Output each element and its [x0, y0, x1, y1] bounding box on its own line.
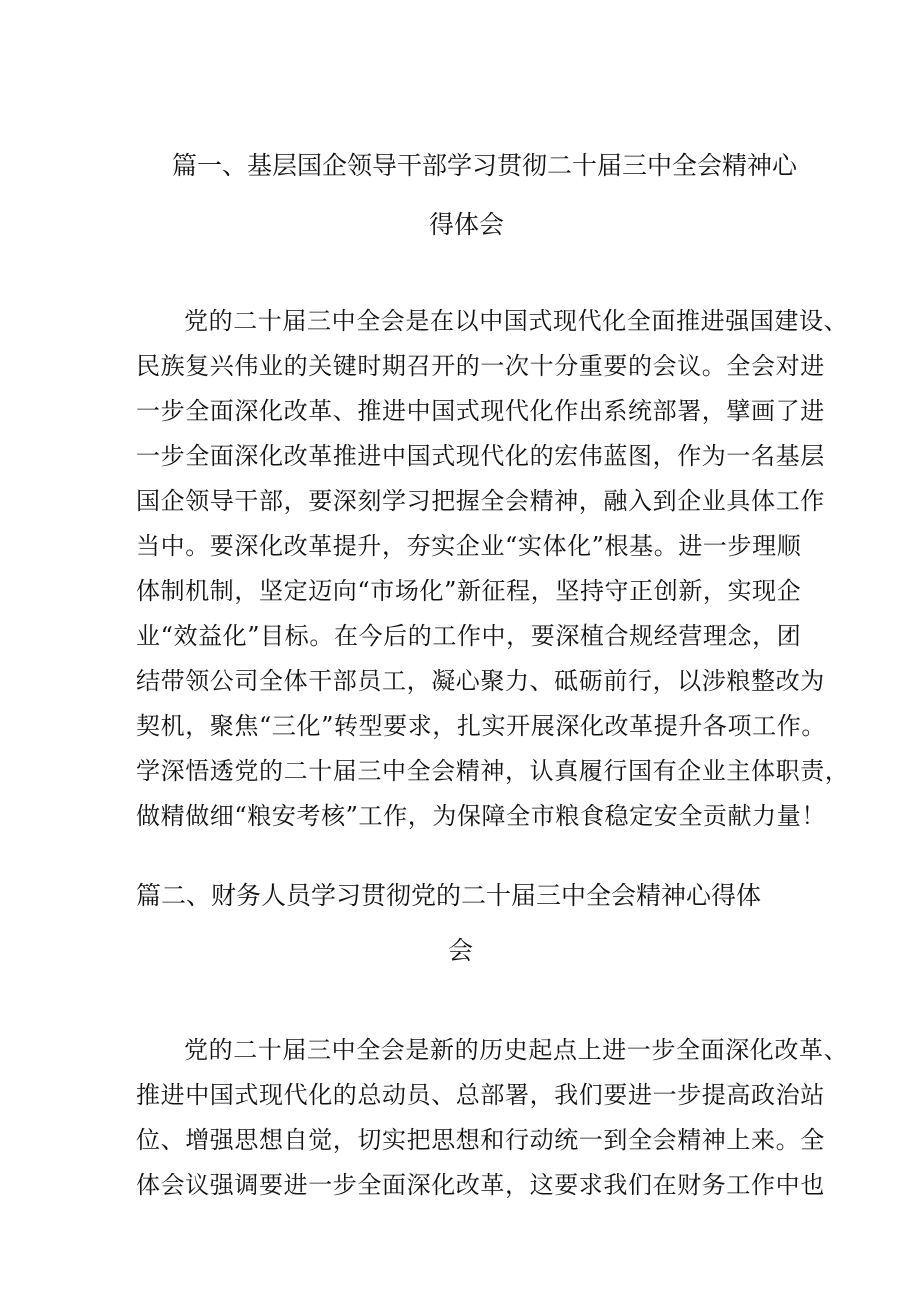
section1-paragraph-line: 一步全面深化改革推进中国式现代化的宏伟蓝图，作为一名基层: [136, 442, 825, 470]
section2-paragraph-line: 位、增强思想自觉，切实把思想和行动统一到全会精神上来。全: [136, 1126, 825, 1154]
section1-paragraph-line: 民族复兴伟业的关键时期召开的一次十分重要的会议。全会对进: [136, 352, 825, 380]
section1-title-line-2: 得体会: [429, 210, 505, 239]
section1-paragraph-line: 当中。要深化改革提升，夯实企业“实体化”根基。进一步理顺: [136, 532, 802, 560]
section2-title-line-2: 会: [448, 936, 474, 965]
section1-title-line-1: 篇一、基层国企领导干部学习贯彻二十届三中全会精神心: [172, 151, 798, 180]
section1-paragraph-line: 党的二十届三中全会是在以中国式现代化全面推进强国建设、: [184, 307, 849, 335]
section2-paragraph-line: 推进中国式现代化的总动员、总部署，我们要进一步提高政治站: [136, 1081, 825, 1109]
section2-paragraph-line: 党的二十届三中全会是新的历史起点上进一步全面深化改革、: [184, 1036, 849, 1064]
section1-paragraph-line: 结带领公司全体干部员工，凝心聚力、砥砺前行，以涉粮整改为: [136, 667, 825, 695]
section2-paragraph-line: 体会议强调要进一步全面深化改革，这要求我们在财务工作中也: [136, 1171, 825, 1199]
section1-paragraph-line: 学深悟透党的二十届三中全会精神，认真履行国有企业主体职责，: [136, 757, 850, 785]
section1-paragraph-line: 做精做细“粮安考核”工作，为保障全市粮食稳定安全贡献力量！: [136, 802, 826, 830]
section1-paragraph-line: 国企领导干部，要深刻学习把握全会精神，融入到企业具体工作: [136, 487, 825, 515]
section1-paragraph-line: 业“效益化”目标。在今后的工作中，要深植合规经营理念，团: [136, 622, 802, 650]
section1-paragraph-line: 一步全面深化改革、推进中国式现代化作出系统部署，擘画了进: [136, 397, 825, 425]
section1-paragraph-line: 契机，聚焦“三化”转型要求，扎实开展深化改革提升各项工作。: [136, 712, 826, 740]
section2-title-line-1: 篇二、财务人员学习贯彻党的二十届三中全会精神心得体: [136, 881, 762, 910]
section1-paragraph-line: 体制机制，坚定迈向“市场化”新征程，坚持守正创新，实现企: [136, 577, 802, 605]
